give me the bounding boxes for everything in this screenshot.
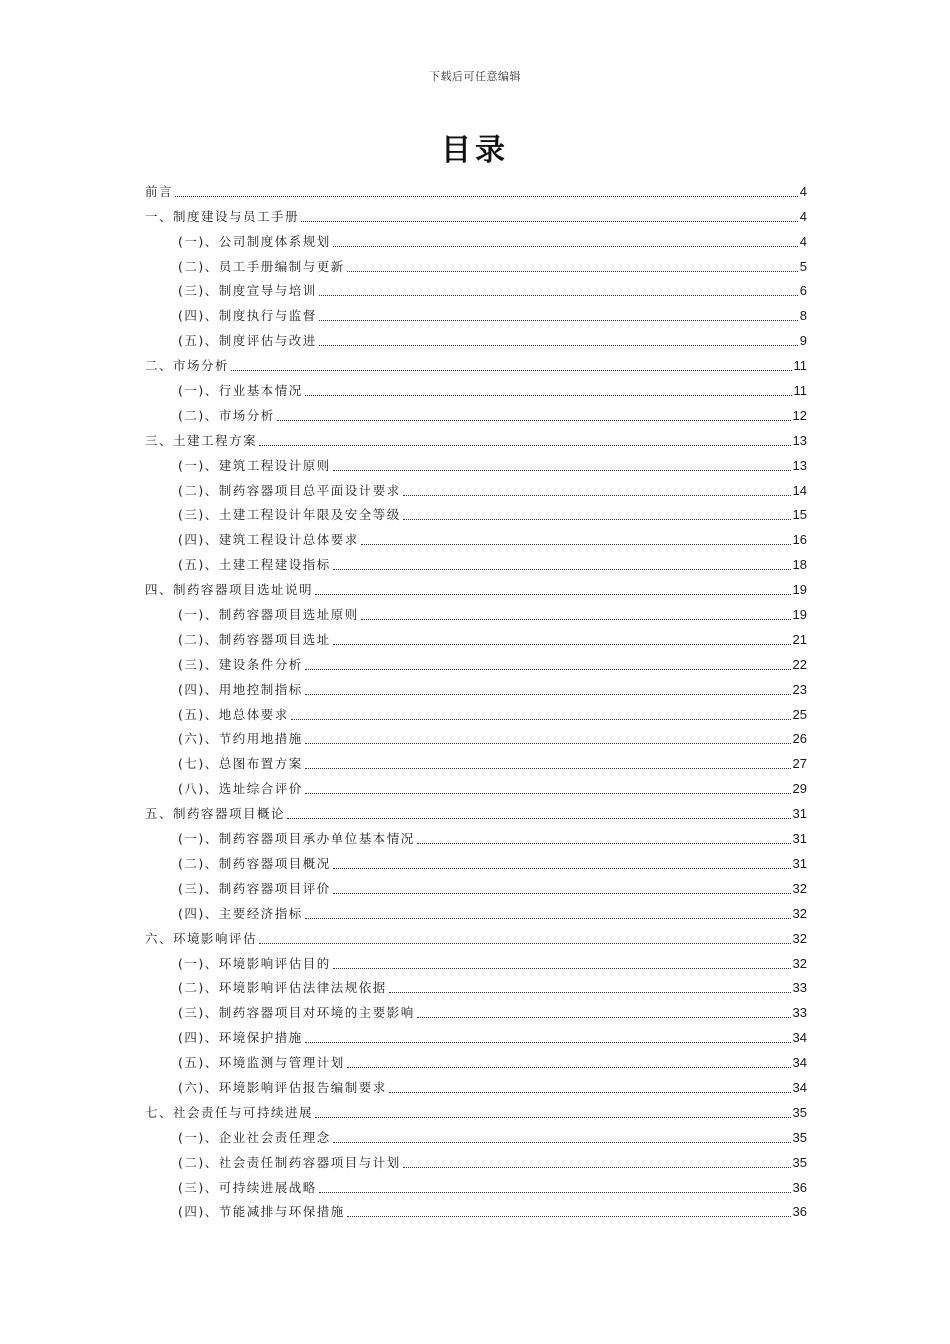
dot-leader (319, 320, 798, 321)
toc-entry-label: (三)、制度宣导与培训 (178, 283, 317, 299)
toc-entry-page-number: 32 (792, 930, 807, 946)
toc-entry-label: (一)、制药容器项目承办单位基本情况 (178, 831, 415, 847)
toc-entry[interactable] (145, 922, 807, 947)
dot-leader (389, 1092, 791, 1093)
dot-leader (305, 395, 792, 396)
toc-entry-label: (三)、制药容器项目评价 (178, 880, 331, 896)
dot-leader (389, 992, 791, 993)
toc-entry[interactable] (145, 797, 807, 822)
toc-entry-label: (二)、环境影响评估法律法规依据 (178, 980, 387, 996)
dot-leader (333, 569, 791, 570)
toc-entry[interactable] (145, 1146, 807, 1171)
toc-entry-label: (一)、环境影响评估目的 (178, 955, 331, 971)
toc-entry[interactable] (145, 772, 807, 797)
dot-leader (305, 669, 791, 670)
toc-entry[interactable] (145, 872, 807, 897)
toc-entry-label: 七、社会责任与可持续进展 (145, 1104, 314, 1120)
toc-entry-page-number: 33 (792, 980, 807, 996)
toc-entry[interactable] (145, 225, 807, 250)
toc-entry-label: (五)、土建工程建设指标 (178, 557, 331, 573)
toc-entry-label: (五)、地总体要求 (178, 706, 289, 722)
toc-entry[interactable] (145, 1046, 807, 1071)
dot-leader (315, 594, 791, 595)
toc-entry-label: (三)、建设条件分析 (178, 656, 303, 672)
toc-entry[interactable] (145, 374, 807, 399)
toc-entry-page-number: 33 (792, 1005, 807, 1021)
toc-entry-page-number: 34 (792, 1079, 807, 1095)
toc-entry[interactable] (145, 673, 807, 698)
dot-leader (175, 196, 798, 197)
dot-leader (291, 719, 791, 720)
toc-entry-label: (二)、制药容器项目概况 (178, 855, 331, 871)
dot-leader (403, 519, 791, 520)
toc-entry[interactable] (145, 847, 807, 872)
dot-leader (305, 743, 791, 744)
toc-entry-page-number: 31 (792, 855, 807, 871)
toc-entry[interactable] (145, 424, 807, 449)
toc-entry-page-number: 32 (792, 880, 807, 896)
toc-entry-label: (二)、社会责任制药容器项目与计划 (178, 1154, 401, 1170)
toc-entry[interactable] (145, 299, 807, 324)
toc-entry-page-number: 35 (792, 1154, 807, 1170)
dot-leader (231, 370, 791, 371)
toc-entry-label: 三、土建工程方案 (145, 432, 258, 448)
toc-entry-page-number: 15 (792, 507, 807, 523)
dot-leader (347, 1216, 791, 1217)
toc-entry-label: (八)、选址综合评价 (178, 781, 303, 797)
toc-entry[interactable] (145, 947, 807, 972)
dot-leader (333, 470, 791, 471)
toc-entry-page-number: 34 (792, 1055, 807, 1071)
toc-entry[interactable] (145, 1196, 807, 1221)
toc-entry[interactable] (145, 698, 807, 723)
table-of-contents (145, 175, 807, 1220)
toc-entry[interactable] (145, 573, 807, 598)
dot-leader (319, 1192, 791, 1193)
toc-entry-page-number: 36 (792, 1179, 807, 1195)
dot-leader (319, 345, 798, 346)
toc-entry-page-number: 23 (792, 681, 807, 697)
toc-entry-page-number: 8 (799, 308, 807, 324)
toc-entry-page-number: 36 (792, 1204, 807, 1220)
toc-entry-page-number: 13 (792, 432, 807, 448)
toc-entry[interactable] (145, 996, 807, 1021)
toc-entry-page-number: 35 (792, 1129, 807, 1145)
toc-entry[interactable] (145, 1071, 807, 1096)
toc-entry-page-number: 35 (792, 1104, 807, 1120)
toc-entry[interactable] (145, 324, 807, 349)
dot-leader (333, 644, 791, 645)
dot-leader (403, 495, 791, 496)
toc-entry-label: (二)、员工手册编制与更新 (178, 258, 345, 274)
toc-entry[interactable] (145, 648, 807, 673)
toc-entry-label: (五)、制度评估与改进 (178, 333, 317, 349)
toc-entry-label: (一)、公司制度体系规划 (178, 233, 331, 249)
toc-entry-page-number: 4 (799, 208, 807, 224)
toc-entry-page-number: 12 (792, 407, 807, 423)
toc-entry[interactable] (145, 548, 807, 573)
toc-entry-label: (四)、主要经济指标 (178, 905, 303, 921)
toc-entry-page-number: 19 (792, 582, 807, 598)
toc-entry-page-number: 11 (793, 358, 807, 374)
toc-entry[interactable] (145, 897, 807, 922)
toc-entry-label: 五、制药容器项目概论 (145, 806, 286, 822)
toc-entry-label: (七)、总图布置方案 (178, 756, 303, 772)
toc-entry-label: (二)、市场分析 (178, 407, 275, 423)
toc-entry-label: 一、制度建设与员工手册 (145, 208, 300, 224)
toc-entry[interactable] (145, 623, 807, 648)
dot-leader (333, 893, 791, 894)
toc-entry-page-number: 32 (792, 955, 807, 971)
toc-entry[interactable] (145, 1021, 807, 1046)
toc-entry-label: (三)、可持续进展战略 (178, 1179, 317, 1195)
toc-entry[interactable] (145, 349, 807, 374)
toc-entry-label: (五)、环境监测与管理计划 (178, 1055, 345, 1071)
toc-entry-label: 六、环境影响评估 (145, 930, 258, 946)
toc-entry-page-number: 9 (799, 333, 807, 349)
toc-entry-page-number: 32 (792, 905, 807, 921)
toc-entry-page-number: 26 (792, 731, 807, 747)
dot-leader (403, 1167, 791, 1168)
toc-entry[interactable] (145, 175, 807, 200)
toc-entry-label: (一)、企业社会责任理念 (178, 1129, 331, 1145)
toc-entry-page-number: 34 (792, 1030, 807, 1046)
toc-entry[interactable] (145, 723, 807, 748)
dot-leader (259, 943, 791, 944)
dot-leader (305, 793, 791, 794)
toc-entry[interactable] (145, 1171, 807, 1196)
toc-entry-page-number: 22 (792, 656, 807, 672)
toc-entry[interactable] (145, 399, 807, 424)
toc-entry[interactable] (145, 1096, 807, 1121)
toc-entry[interactable] (145, 747, 807, 772)
toc-entry-page-number: 31 (792, 806, 807, 822)
toc-entry[interactable] (145, 598, 807, 623)
toc-entry-label: (一)、建筑工程设计原则 (178, 457, 331, 473)
toc-entry-label: (六)、节约用地措施 (178, 731, 303, 747)
toc-entry-label: (四)、建筑工程设计总体要求 (178, 532, 359, 548)
toc-entry-page-number: 29 (792, 781, 807, 797)
dot-leader (333, 246, 798, 247)
toc-entry[interactable] (145, 250, 807, 275)
toc-entry-label: (二)、制药容器项目总平面设计要求 (178, 482, 401, 498)
toc-entry-page-number: 4 (799, 233, 807, 249)
dot-leader (287, 818, 791, 819)
toc-entry-label: (二)、制药容器项目选址 (178, 631, 331, 647)
toc-entry-label: (六)、环境影响评估报告编制要求 (178, 1079, 387, 1095)
toc-entry-page-number: 5 (799, 258, 807, 274)
toc-entry-label: (四)、环境保护措施 (178, 1030, 303, 1046)
toc-entry-label: (四)、节能减排与环保措施 (178, 1204, 345, 1220)
toc-entry[interactable] (145, 523, 807, 548)
dot-leader (277, 420, 791, 421)
toc-entry[interactable] (145, 1121, 807, 1146)
toc-entry[interactable] (145, 449, 807, 474)
toc-entry-page-number: 21 (792, 631, 807, 647)
dot-leader (333, 968, 791, 969)
dot-leader (333, 1142, 791, 1143)
toc-entry-page-number: 13 (792, 457, 807, 473)
dot-leader (301, 221, 798, 222)
toc-entry-label: (一)、制药容器项目选址原则 (178, 607, 359, 623)
toc-entry-label: 前言 (145, 183, 174, 199)
toc-entry-page-number: 11 (793, 383, 807, 399)
dot-leader (361, 619, 791, 620)
toc-entry-page-number: 6 (799, 283, 807, 299)
toc-entry-label: (三)、土建工程设计年限及安全等级 (178, 507, 401, 523)
dot-leader (259, 445, 791, 446)
toc-entry-page-number: 31 (792, 831, 807, 847)
dot-leader (417, 1017, 791, 1018)
dot-leader (417, 843, 791, 844)
dot-leader (315, 1117, 791, 1118)
toc-entry[interactable] (145, 200, 807, 225)
dot-leader (347, 1067, 791, 1068)
toc-entry-label: 四、制药容器项目选址说明 (145, 582, 314, 598)
dot-leader (305, 768, 791, 769)
dot-leader (333, 868, 791, 869)
dot-leader (319, 295, 798, 296)
toc-entry-label: (四)、制度执行与监督 (178, 308, 317, 324)
dot-leader (305, 918, 791, 919)
toc-entry-page-number: 27 (792, 756, 807, 772)
toc-entry-label: 二、市场分析 (145, 358, 230, 374)
header-note: 下载后可任意编辑 (429, 70, 521, 83)
dot-leader (305, 694, 791, 695)
toc-entry-label: (三)、制药容器项目对环境的主要影响 (178, 1005, 415, 1021)
toc-entry[interactable] (145, 822, 807, 847)
dot-leader (361, 544, 791, 545)
toc-entry[interactable] (145, 499, 807, 524)
dot-leader (305, 1042, 791, 1043)
toc-entry-label: (一)、行业基本情况 (178, 383, 303, 399)
toc-entry-page-number: 19 (792, 607, 807, 623)
toc-entry[interactable] (145, 972, 807, 997)
toc-entry[interactable] (145, 474, 807, 499)
toc-entry-page-number: 25 (792, 706, 807, 722)
toc-entry-page-number: 18 (792, 557, 807, 573)
toc-entry-page-number: 16 (792, 532, 807, 548)
page-title: 目录 (441, 133, 509, 168)
toc-entry[interactable] (145, 275, 807, 300)
dot-leader (347, 271, 798, 272)
toc-entry-page-number: 4 (799, 183, 807, 199)
toc-entry-label: (四)、用地控制指标 (178, 681, 303, 697)
toc-entry-page-number: 14 (792, 482, 807, 498)
